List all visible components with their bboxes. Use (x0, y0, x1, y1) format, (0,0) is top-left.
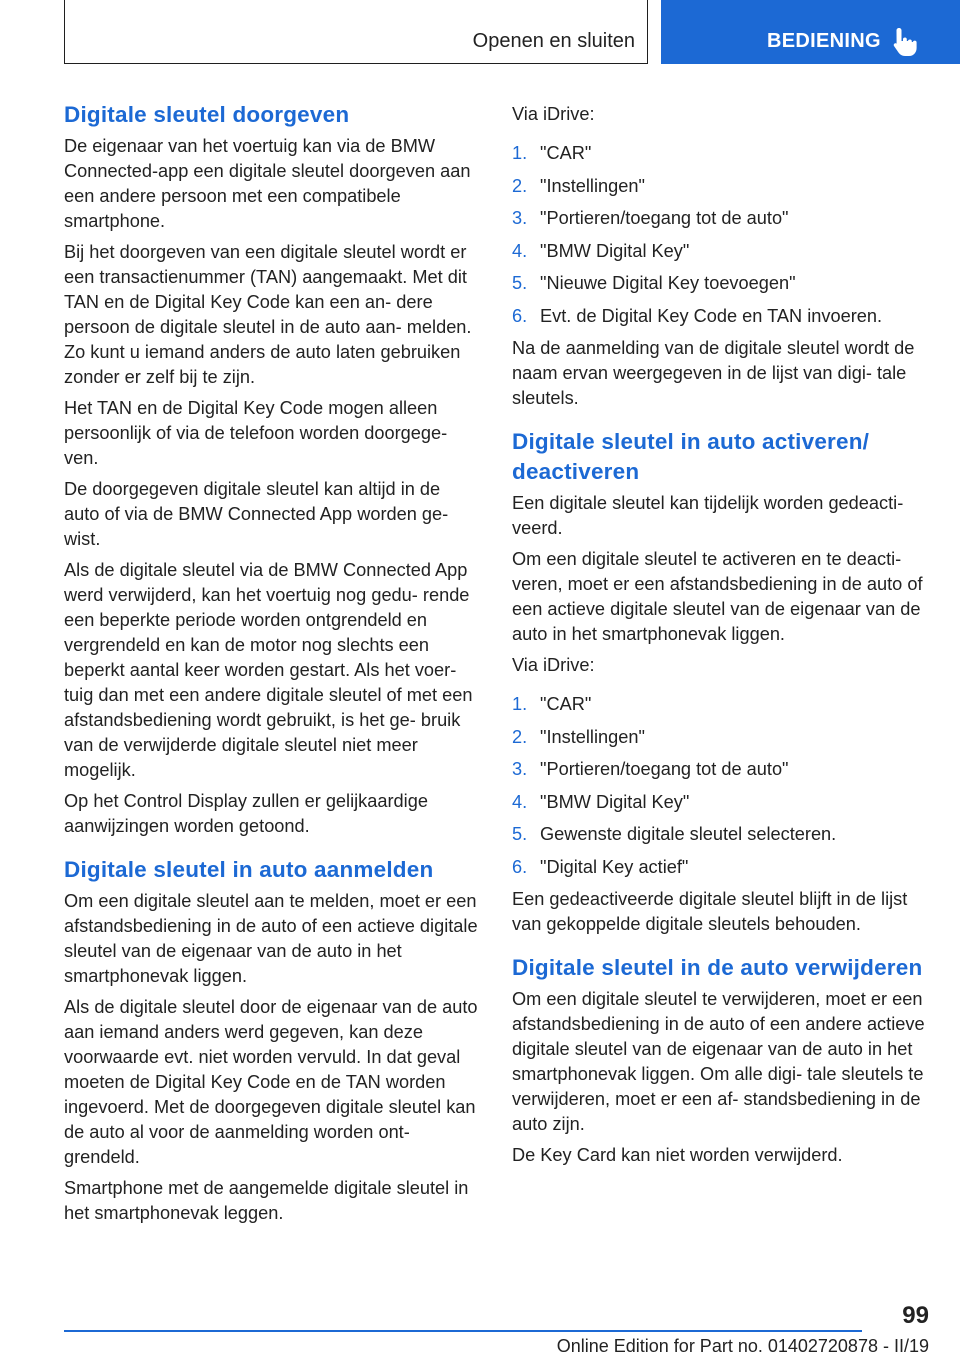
pointing-hand-icon (889, 26, 921, 58)
paragraph: Om een digitale sleutel te activeren en te deacti- veren, moet er een afstandsbediening in de auto of een actieve digitale sleutel van de eigenaar van de auto in het smartphonevak liggen. (512, 549, 923, 644)
footer-edition-text: Online Edition for Part no. 01402720878 - II/19 (556, 1336, 929, 1356)
list-item (512, 304, 930, 329)
step-text: "Instellingen" (540, 175, 645, 196)
paragraph: Bij het doorgeven van een digitale sleutel wordt er een transactienummer (TAN) aangemaakt. Met dit TAN en de Digital Key Code kan een an- dere persoon de digitale sleutel in de auto aan- melden. Zo kunt u iemand anders de auto laten gebruiken zonder er zelf bij te zijn. (64, 242, 472, 387)
paragraph: Een digitale sleutel kan tijdelijk worden gedeacti- veerd. (512, 493, 904, 538)
paragraph: Om een digitale sleutel te verwijderen, moet er een afstandsbediening in de auto of een andere actieve digitale sleutel van de eigenaar van de auto in het smartphonevak liggen. Om alle digi- tale sleutels te verwijderen, moet er een af- standsbediening in de auto zijn. (512, 989, 925, 1134)
paragraph: Smartphone met de aangemelde digitale sleutel in het smartphonevak leggen. (64, 1178, 469, 1223)
step-number: 2. (512, 726, 528, 747)
via-idrive-label: Via iDrive: (512, 655, 595, 675)
list-item (512, 692, 930, 717)
list-item (512, 271, 930, 296)
step-number: 4. (512, 240, 528, 261)
step-text: "Portieren/toegang tot de auto" (540, 208, 789, 228)
paragraph: Als de digitale sleutel via de BMW Connected App werd verwijderd, kan het voertuig nog gedu- rende een beperkte periode worden ontgrendeld en vergrendeld en kan de motor nog slechts een beperkt aantal keer worden gestart. Als het voer- tuig dan met een andere digitale sleutel of met een afstandsbediening wordt gebruikt, is het ge- bruik van de verwijderde digitale sleutel niet meer mogelijk. (64, 560, 473, 780)
list-item (512, 174, 930, 199)
paragraph: Een gedeactiveerde digitale sleutel blijft in de lijst van gekoppelde digitale sleutels behouden. (512, 889, 908, 934)
right-column (512, 100, 930, 1174)
paragraph: Na de aanmelding van de digitale sleutel wordt de naam ervan weergegeven in de lijst van digi- tale sleutels. (512, 338, 915, 408)
step-number: 5. (512, 824, 528, 844)
step-number: 1. (512, 143, 528, 163)
steps-list-activate-key (512, 692, 930, 880)
list-item (512, 141, 930, 166)
step-text: "BMW Digital Key" (540, 791, 690, 812)
paragraph: Het TAN en de Digital Key Code mogen alleen persoonlijk of via de telefoon worden doorgege- ven. (64, 398, 448, 468)
step-text: "CAR" (540, 143, 592, 163)
paragraph: De eigenaar van het voertuig kan via de BMW Connected-app een digitale sleutel doorgeven aan een andere persoon met een compatibele smartphone. (64, 136, 471, 231)
step-text: "CAR" (540, 694, 592, 714)
step-text: Gewenste digitale sleutel selecteren. (540, 824, 837, 844)
header-section-box (64, 0, 648, 64)
via-idrive-label: Via iDrive: (512, 104, 595, 124)
step-number: 1. (512, 694, 528, 714)
page-number: 99 (902, 1302, 929, 1329)
step-number: 6. (512, 856, 528, 877)
step-text: "Portieren/toegang tot de auto" (540, 759, 789, 779)
section-title: Openen en sluiten (472, 30, 635, 52)
paragraph: Op het Control Display zullen er gelijkaardige aanwijzingen worden getoond. (64, 791, 428, 836)
step-number: 3. (512, 208, 528, 228)
step-number: 4. (512, 791, 528, 812)
step-text: "Digital Key actief" (540, 856, 689, 877)
list-item (512, 725, 930, 750)
step-text: "Instellingen" (540, 726, 645, 747)
list-item (512, 790, 930, 815)
paragraph: De doorgegeven digitale sleutel kan altijd in de auto of via de BMW Connected App worden ge- wist. (64, 479, 449, 549)
step-text: "Nieuwe Digital Key toevoegen" (540, 273, 796, 293)
step-text: "BMW Digital Key" (540, 240, 690, 261)
list-item (512, 757, 930, 782)
paragraph: Als de digitale sleutel door de eigenaar van de auto aan iemand anders werd gegeven, kan deze voorwaarde evt. niet worden vervuld. In dat geval moeten de Digital Key Code en de TAN worden ingevoerd. Met de doorgegeven digitale sleutel kan de auto al voor de aanmelding worden ont- grendeld. (64, 997, 478, 1167)
paragraph: Om een digitale sleutel aan te melden, moet er een afstandsbediening in de auto of een actieve digitale sleutel van de eigenaar van de auto in het smartphonevak liggen. (64, 891, 478, 986)
list-item (512, 855, 930, 880)
step-number: 5. (512, 273, 528, 293)
step-text: Evt. de Digital Key Code en TAN invoeren. (540, 305, 883, 326)
steps-list-add-key (512, 141, 930, 329)
list-item (512, 822, 930, 847)
header-tab-bediening[interactable] (661, 0, 960, 64)
heading-digitale-sleutel-verwijderen: Digitale sleutel in de auto verwijderen (512, 955, 923, 980)
step-number: 6. (512, 305, 528, 326)
heading-digitale-sleutel-doorgeven: Digitale sleutel doorgeven (64, 102, 350, 127)
heading-digitale-sleutel-activeren: Digitale sleutel in auto activeren/ deactiveren (512, 429, 870, 484)
list-item (512, 206, 930, 231)
left-column (64, 100, 480, 1232)
paragraph: De Key Card kan niet worden verwijderd. (512, 1145, 843, 1165)
tab-label: BEDIENING (767, 30, 881, 52)
footer-divider (64, 1330, 862, 1332)
step-number: 2. (512, 175, 528, 196)
step-number: 3. (512, 759, 528, 779)
list-item (512, 239, 930, 264)
heading-digitale-sleutel-aanmelden: Digitale sleutel in auto aanmelden (64, 857, 434, 882)
